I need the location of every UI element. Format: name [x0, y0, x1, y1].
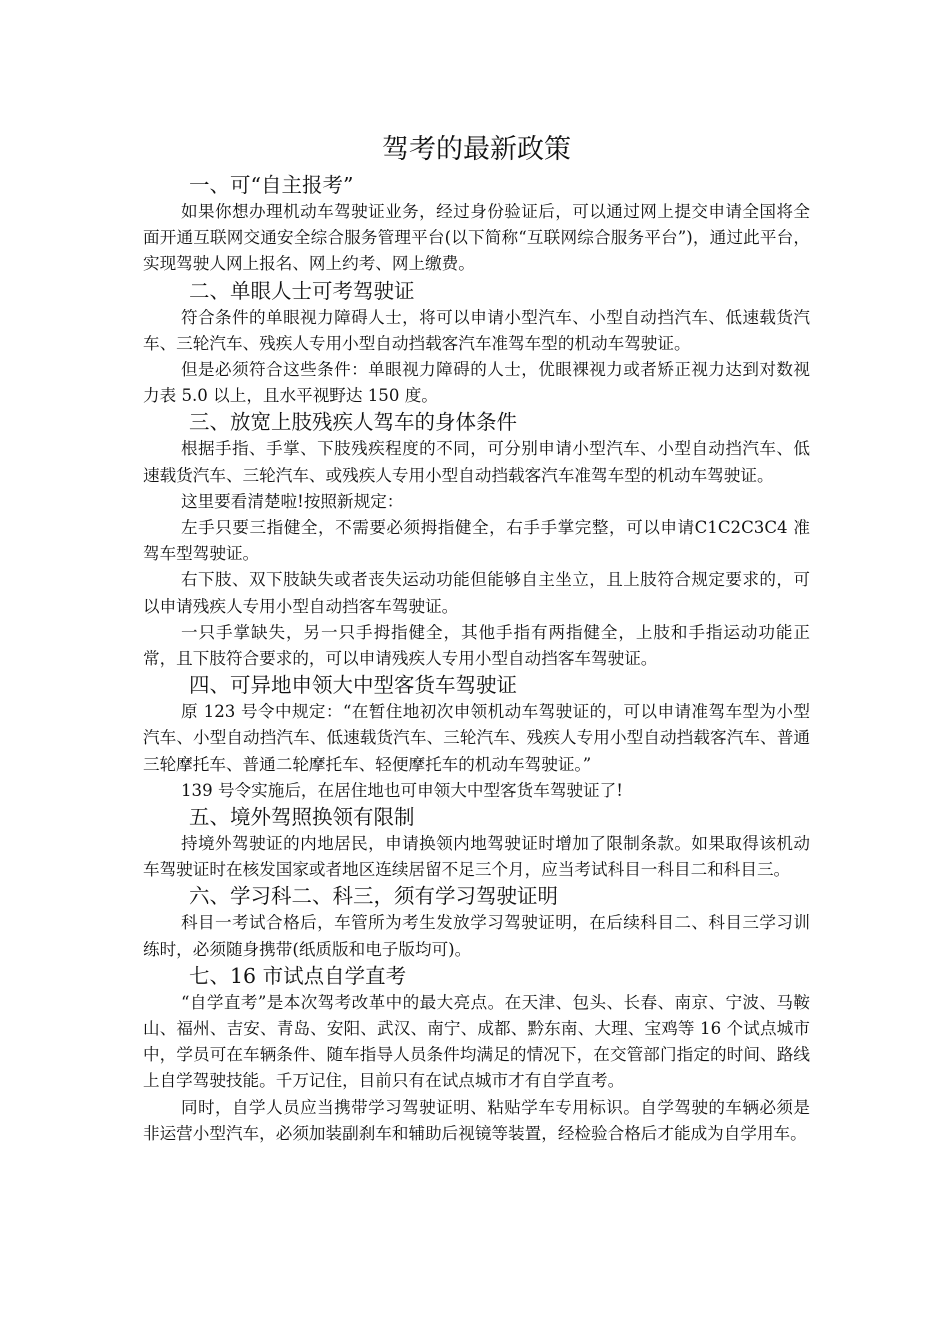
section-heading: 三、放宽上肢残疾人驾车的身体条件	[189, 410, 517, 435]
paragraph: 139 号令实施后，在居住地也可申领大中型客货车驾驶证了!	[181, 780, 623, 800]
section-5	[143, 804, 810, 883]
paragraph: 右下肢、双下肢缺失或者丧失运动功能但能够自主坐立，且上肢符合规定要求的，可以申请残疾人专用小型自动挡客车驾驶证。	[143, 570, 810, 616]
section-4	[143, 672, 810, 804]
paragraph: 这里要看清楚啦!按照新规定：	[181, 491, 404, 511]
paragraph: 同时，自学人员应当携带学习驾驶证明、粘贴学车专用标识。自学驾驶的车辆必须是非运营小型汽车，必须加装副刹车和辅助后视镜等装置，经检验合格后才能成为自学用车。	[143, 1097, 810, 1143]
section-6	[143, 883, 810, 962]
paragraph: “自学直考”是本次驾考改革中的最大亮点。在天津、包头、长春、南京、宁波、马鞍山、福州、吉安、青岛、安阳、武汉、南宁、成都、黔东南、大理、宝鸡等 16 个试点城市中，学员可在车辆条件、随车指导人员条件均满足的情况下，在交管部门指定的时间、路线上自学驾驶技能。千万记住，目前只有在试点城市才有自学直考。	[143, 992, 810, 1091]
section-3	[143, 409, 810, 672]
paragraph: 一只手掌缺失，另一只手拇指健全，其他手指有两指健全，上肢和手指运动功能正常，且下肢符合要求的，可以申请残疾人专用小型自动挡客车驾驶证。	[143, 622, 810, 669]
section-1	[143, 172, 810, 278]
section-heading: 一、可“自主报考”	[189, 173, 354, 197]
paragraph: 但是必须符合这些条件：单眼视力障碍的人士，优眼裸视力或者矫正视力达到对数视力表 5.0 以上，且水平视野达 150 度。	[143, 360, 810, 406]
paragraph: 符合条件的单眼视力障碍人士，将可以申请小型汽车、小型自动挡汽车、低速载货汽车、三轮汽车、残疾人专用小型自动挡载客汽车准驾车型的机动车驾驶证。	[143, 307, 810, 353]
paragraph: 如果你想办理机动车驾驶证业务，经过身份验证后，可以通过网上提交申请全国将全面开通互联网交通安全综合服务管理平台(以下简称“互联网综合服务平台”)，通过此平台，实现驾驶人网上报名、网上约考、网上缴费。	[143, 202, 810, 274]
section-2	[143, 278, 810, 410]
section-7	[143, 963, 810, 1147]
paragraph: 科目一考试合格后，车管所为考生发放学习驾驶证明，在后续科目二、科目三学习训练时，必须随身携带(纸质版和电子版均可)。	[143, 913, 810, 959]
section-heading: 二、单眼人士可考驾驶证	[189, 278, 415, 303]
section-heading: 五、境外驾照换领有限制	[189, 805, 415, 830]
document-title: 驾考的最新政策	[382, 134, 571, 165]
document-page	[143, 130, 810, 1147]
section-heading: 七、16 市试点自学直考	[189, 963, 407, 988]
paragraph: 持境外驾驶证的内地居民，申请换领内地驾驶证时增加了限制条款。如果取得该机动车驾驶证时在核发国家或者地区连续居留不足三个月，应当考试科目一科目二和科目三。	[143, 834, 810, 880]
paragraph: 根据手指、手掌、下肢残疾程度的不同，可分别申请小型汽车、小型自动挡汽车、低速载货汽车、三轮汽车、或残疾人专用小型自动挡载客汽车准驾车型的机动车驾驶证。	[143, 439, 810, 485]
paragraph: 左手只要三指健全，不需要必须拇指健全，右手手掌完整，可以申请C1C2C3C4 准驾车型驾驶证。	[143, 518, 810, 564]
section-heading: 四、可异地申领大中型客货车驾驶证	[189, 673, 517, 698]
section-heading: 六、学习科二、科三，须有学习驾驶证明	[189, 884, 558, 909]
paragraph: 原 123 号令中规定：“在暂住地初次申领机动车驾驶证的，可以申请准驾车型为小型汽车、小型自动挡汽车、低速载货汽车、三轮汽车、残疾人专用小型自动挡载客汽车、普通三轮摩托车、普通二轮摩托车、轻便摩托车的机动车驾驶证。”	[143, 702, 810, 774]
